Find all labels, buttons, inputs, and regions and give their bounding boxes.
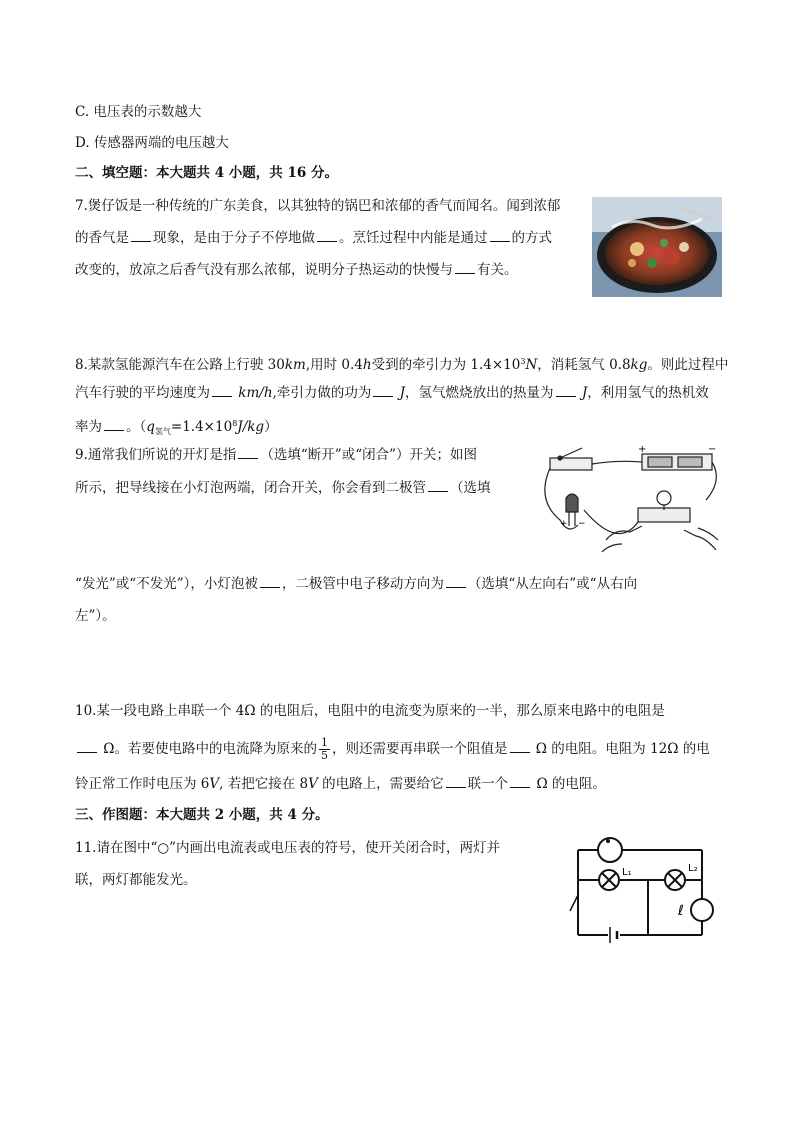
section-2-title: 二、填空题：本大题共 4 小题，共 16 分。 [75,165,338,181]
answer-blank [238,446,258,459]
svg-text:+: + [560,519,568,529]
option-d: D. 传感器两端的电压越大 [75,135,229,151]
svg-text:+: + [638,444,647,455]
option-c: C. 电压表的示数越大 [75,104,202,120]
svg-text:−: − [708,444,717,455]
q7-line-1: 7.煲仔饭是一种传统的广东美食，以其独特的锅巴和浓郁的香气而闻名。闻到浓郁 [75,198,561,214]
q10-line-1: 10.某一段电路上串联一个 4Ω 的电阻后，电阻中的电流变为原来的一半，那么原来电路中的电阻是 [75,703,665,719]
svg-text:−: − [578,519,586,529]
q10-line-3: 铃正常工作时电压为 6V, 若把它接在 8V 的电路上，需要给它 联一个 Ω 的电阻。 [75,776,606,792]
fraction-one-fifth: $\frac{1}{5}$ [321,736,328,762]
q11-line-2: 联，两灯都能发光。 [75,872,197,888]
q9-line-3: “发光”或“不发光”），小灯泡被 ，二极管中电子移动方向为 （选填“从左向右”或“从右向 [75,576,638,592]
svg-text:ℓ: ℓ [678,903,684,919]
lamp-l2-label: L₂ [688,863,698,874]
answer-blank [428,479,448,492]
answer-blank [510,775,530,788]
answer-blank [131,229,151,242]
q10-line-2: Ω。若要使电路中的电流降为原来的 $\frac{1}{5}$ ，则还需要再串联一个阻值是 Ω 的电阻。电阻为 12Ω 的电 [75,737,710,762]
answer-blank [446,775,466,788]
lamp-l1-label: L₁ [622,867,632,878]
answer-blank [260,575,280,588]
q9-line-1: 9.通常我们所说的开灯是指 （选填“断开”或“闭合”）开关；如图 [75,447,477,463]
q8-line-3: 率为 。$(q_{氢气}=1.4\times 10^8J/kg)$ [75,419,278,436]
q9-line-4: 左”）。 [75,608,116,624]
answer-blank [104,418,124,431]
claypot-rice-photo [592,197,722,297]
answer-blank [373,384,393,397]
q7-line-2: 的香气是 现象，是由于分子不停地做 。烹饪过程中内能是通过 的方式 [75,230,552,246]
section-3-title: 三、作图题：本大题共 2 小题，共 4 分。 [75,807,329,823]
answer-blank [77,740,97,753]
parallel-circuit-figure [560,835,720,945]
answer-blank [455,261,475,274]
q11-line-1: 11.请在图中“○”内画出电流表或电压表的符号，使开关闭合时，两灯并 [75,840,501,856]
answer-blank [510,740,530,753]
answer-blank [446,575,466,588]
answer-blank [212,384,232,397]
q8-line-1: 8.某款氢能源汽车在公路上行驶 30km,用时 0.4h受到的牵引力为 $1.4\times 10^3N$，消耗氢气 0.8kg。则此过程中 [75,357,729,373]
answer-blank [556,384,576,397]
answer-blank [490,229,510,242]
q8-line-2: 汽车行驶的平均速度为 km/h,牵引力做的功为 J，氢气燃烧放出的热量为 J，利用氢气的热机效 [75,385,709,401]
diode-circuit-figure [538,440,723,565]
q9-line-2: 所示，把导线接在小灯泡两端，闭合开关，你会看到二极管 （选填 [75,480,491,496]
q7-line-3: 改变的，放凉之后香气没有那么浓郁，说明分子热运动的快慢与 有关。 [75,262,518,278]
answer-blank [317,229,337,242]
